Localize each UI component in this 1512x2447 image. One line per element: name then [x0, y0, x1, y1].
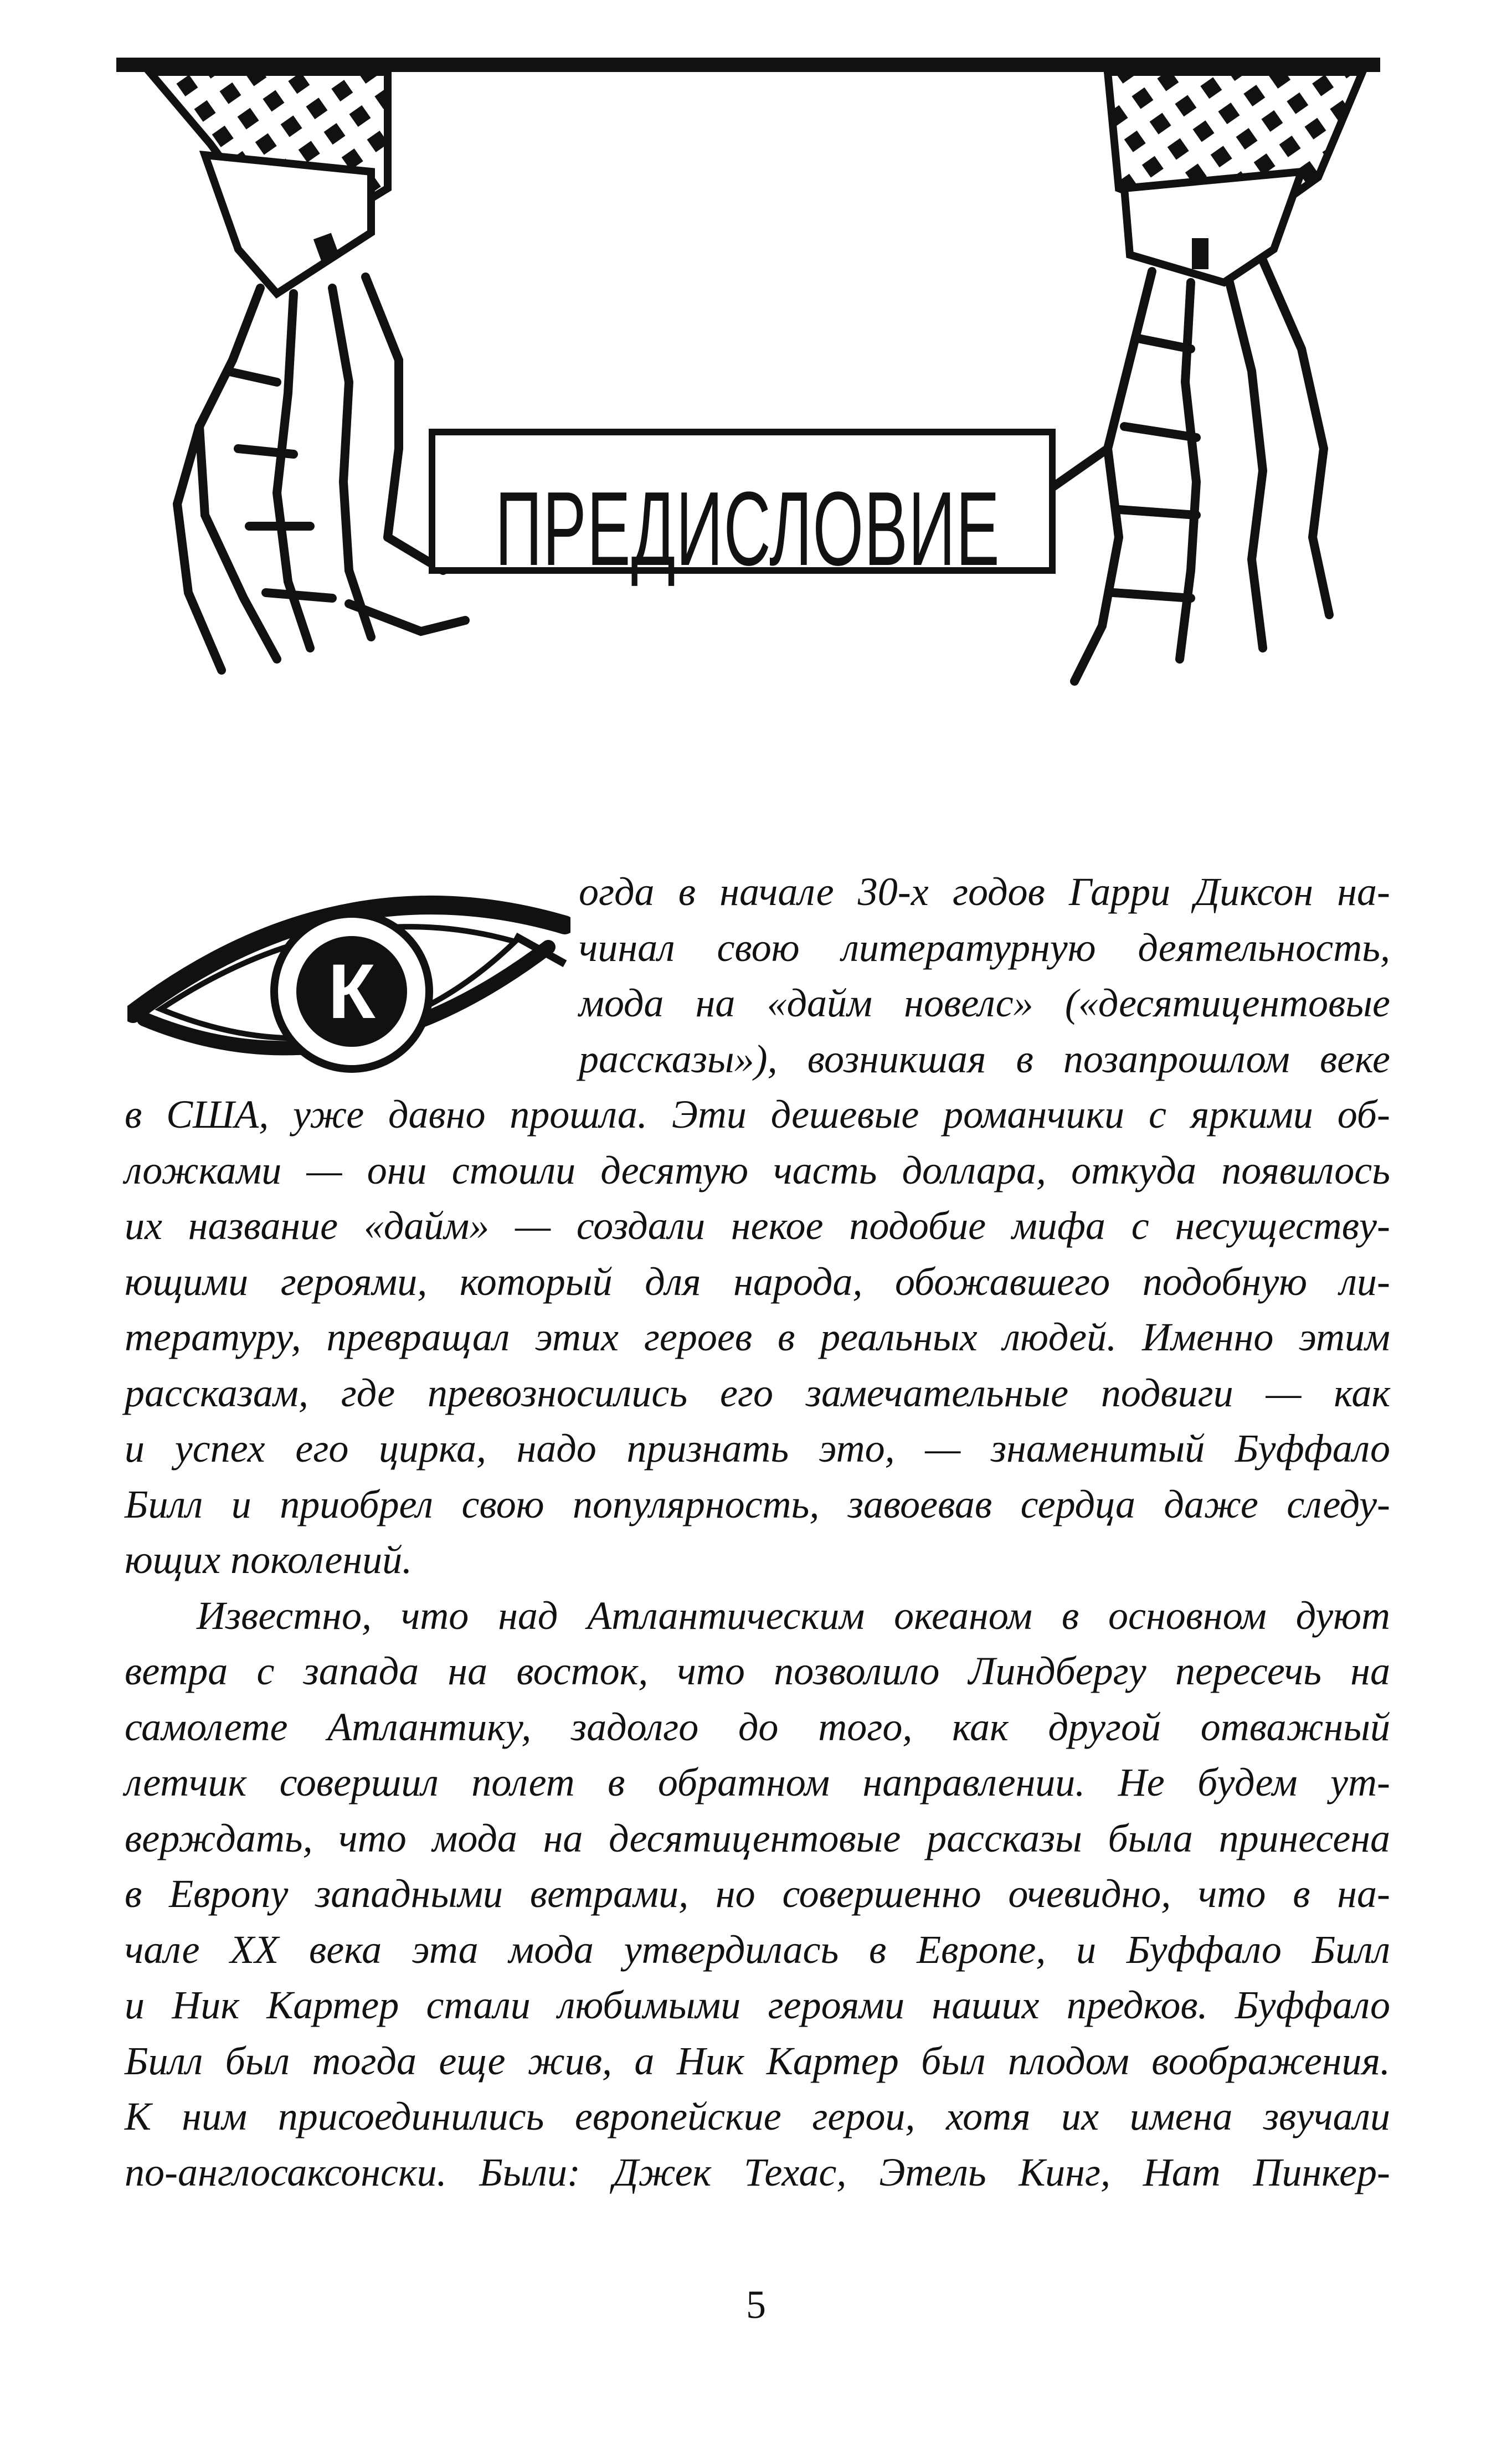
text-line: Билл и приобрел свою популярность, завоевав сердца даже следу-: [125, 1482, 1390, 1526]
text-line: ющих поколений.: [125, 1538, 413, 1582]
text-line: ложками — они стоили десятую часть доллара, откуда появилось: [125, 1148, 1390, 1192]
text-line: чинал свою литературную деятельность,: [579, 925, 1390, 970]
text-line: ющими героями, который для народа, обожавшего подобную ли-: [125, 1259, 1390, 1304]
text-line: летчик совершил полет в обратном направлении. Не будем ут-: [125, 1760, 1390, 1805]
text-line: в Европу западными ветрами, но совершенно очевидно, что в на-: [125, 1872, 1390, 1916]
text-line: самолете Атлантику, задолго до того, как другой отважный: [125, 1704, 1390, 1749]
chapter-title: ПРЕДИСЛОВИЕ: [495, 470, 1000, 588]
right-bony-hand: [1052, 260, 1329, 681]
chapter-header-illustration: [111, 50, 1385, 748]
paragraph-2: [125, 1588, 1390, 2201]
right-cufflink-icon: [1192, 238, 1208, 269]
text-line: в США, уже давно прошла. Эти дешевые романчики с яркими об-: [125, 1092, 1390, 1137]
paragraph-1: [125, 864, 1390, 1588]
left-bony-hand: [177, 277, 465, 670]
left-cuff: [205, 155, 371, 294]
text-line: Известно, что над Атлантическим океаном в основном дуют: [197, 1593, 1390, 1638]
text-line: по-англосаксонски. Были: Джек Техас, Этель Кинг, Нат Пинкер-: [125, 2150, 1390, 2194]
text-line: рассказы»), возникшая в позапрошлом веке: [579, 1036, 1390, 1081]
text-line: Билл был тогда еще жив, а Ник Картер был плодом воображения.: [125, 2038, 1390, 2083]
text-line: верждать, что мода на десятицентовые рассказы была принесена: [125, 1816, 1390, 1860]
text-line: и Ник Картер стали любимыми героями наших предков. Буффало: [125, 1983, 1390, 2027]
text-line: ветра с запада на восток, что позволило Линдбергу пересечь на: [125, 1649, 1390, 1693]
text-line: и успех его цирка, надо признать это, — знаменитый Буффало: [125, 1426, 1390, 1471]
text-line: чале XX века эта мода утвердилась в Европе, и Буффало Билл: [125, 1927, 1390, 1972]
text-line: рассказам, где превозносились его замечательные подвиги — как: [125, 1370, 1390, 1415]
page-number: 5: [746, 2283, 766, 2327]
text-line: огда в начале 30-х годов Гарри Диксон на-: [579, 870, 1390, 914]
text-line: К ним присоединились европейские герои, хотя их имена звучали: [125, 2094, 1390, 2138]
text-line: мода на «дайм новелс» («десятицентовые: [579, 981, 1390, 1025]
body-text: [125, 864, 1390, 2200]
drop-cap-letter: К: [328, 948, 376, 1035]
right-cuff: [1124, 172, 1302, 282]
skeleton-hands-illustration: [111, 50, 1385, 748]
text-line: их название «дайм» — создали некое подобие мифа с несуществу-: [125, 1204, 1390, 1248]
text-line: тературу, превращал этих героев в реальных людей. Именно этим: [125, 1315, 1390, 1359]
